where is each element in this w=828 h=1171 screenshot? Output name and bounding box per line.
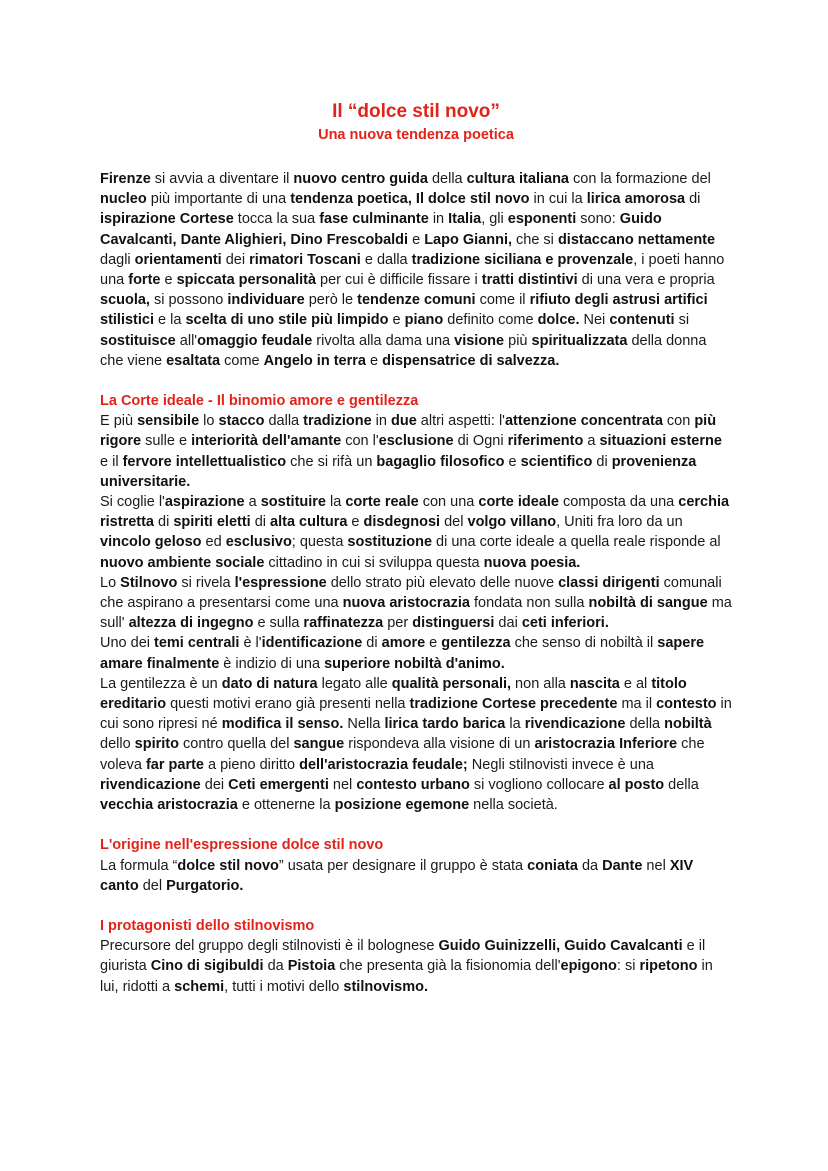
text-run: da (263, 958, 288, 975)
bold-text: tendenza poetica, Il dolce stil novo (290, 191, 530, 208)
bold-text: classi dirigenti (558, 574, 660, 591)
paragraph (100, 492, 732, 573)
text-run: , gli (481, 211, 508, 228)
bold-text: Ceti emergenti (228, 776, 329, 793)
bold-text: nobiltà di sangue (588, 595, 708, 612)
text-run: che voleva (100, 736, 705, 773)
bold-text: sapere amare finalmente (100, 635, 705, 672)
bold-text: tradizione siciliana e provenzale (411, 251, 634, 268)
bold-text: esclusione (378, 433, 454, 450)
text-run: a (244, 494, 261, 511)
bold-text: Guido Guinizzelli, Guido Cavalcanti (438, 938, 683, 955)
sections-block (100, 371, 732, 997)
bold-text: modifica il senso. (221, 716, 344, 733)
text-run: e (504, 453, 521, 470)
text-run: e la (154, 312, 186, 329)
bold-text: tratti distintivi (481, 272, 578, 289)
bold-text: due (390, 413, 417, 430)
text-run: Nella (343, 716, 385, 733)
bold-text: posizione egemone (334, 797, 470, 814)
bold-text: vecchia aristocrazia (100, 797, 238, 814)
bold-text: schemi (174, 978, 225, 995)
text-run: della (625, 716, 665, 733)
bold-text: XIV canto (100, 857, 694, 894)
intro-block (100, 169, 732, 371)
bold-text: riferimento (507, 433, 584, 450)
text-run: e (347, 514, 364, 531)
text-run: nel (328, 776, 357, 793)
text-run: dalla (264, 413, 304, 430)
text-run: però le (304, 292, 358, 309)
text-run: e il (100, 453, 123, 470)
bold-text: spiccata personalità (176, 272, 317, 289)
text-run: cittadino in cui si sviluppa questa (264, 554, 484, 571)
bold-text: cerchia ristretta (100, 494, 730, 531)
text-run: ma sull' (100, 595, 732, 632)
bold-text: scuola, (100, 292, 150, 309)
text-run: e al (619, 675, 652, 692)
text-run: è indizio di una (219, 655, 325, 672)
bold-text: nuovo centro guida (293, 171, 428, 187)
text-run: La gentilezza è un (100, 675, 222, 692)
text-run: E più (100, 413, 138, 430)
bold-text: situazioni esterne (599, 433, 722, 450)
spacer (100, 896, 732, 916)
text-run: ma il (617, 696, 657, 713)
text-run: non alla (511, 675, 570, 692)
text-run: rivolta alla dama una (312, 332, 455, 349)
bold-text: sangue (293, 736, 345, 753)
text-run: sono: (576, 211, 620, 228)
bold-text: epigono (560, 958, 617, 975)
bold-text: forte (128, 272, 161, 289)
text-run: con la formazione del (569, 171, 711, 187)
bold-text: tradizione (303, 413, 372, 430)
bold-text: gentilezza (441, 635, 511, 652)
bold-text: Purgatorio. (166, 877, 244, 894)
text-run: La formula “ (100, 857, 178, 874)
bold-text: ripetono (639, 958, 698, 975)
text-run: composta da una (558, 494, 679, 511)
bold-text: nuovo ambiente sociale (100, 554, 265, 571)
bold-text: superiore nobiltà d'animo. (324, 655, 505, 672)
bold-text: bagaglio filosofico (376, 453, 505, 470)
text-run: del (440, 514, 468, 531)
text-run: fondata non sulla (469, 595, 589, 612)
bold-text: individuare (227, 292, 305, 309)
text-run: ; questa (291, 534, 348, 551)
text-run: e ottenerne la (237, 797, 335, 814)
bold-text: altezza di ingegno (128, 615, 254, 632)
text-run: e (160, 272, 177, 289)
bold-text: stilnovismo. (343, 978, 429, 995)
text-run: di (685, 191, 701, 208)
text-run: e (408, 231, 425, 248)
bold-text: tendenze comuni (357, 292, 476, 309)
bold-text: al posto (608, 776, 665, 793)
spacer (100, 815, 732, 835)
text-run: Lo (100, 574, 121, 591)
section-heading: La Corte ideale - Il binomio amore e gentilezza (100, 393, 419, 410)
text-run: che presenta già la fisionomia dell' (335, 958, 561, 975)
bold-text: dell'aristocrazia feudale; (299, 756, 468, 773)
bold-text: lirica tardo barica (384, 716, 506, 733)
bold-text: aspirazione (164, 494, 245, 511)
bold-text: coniata (527, 857, 578, 874)
text-run: Nei (579, 312, 610, 329)
text-run: la (326, 494, 346, 511)
text-run: tocca la sua (233, 211, 320, 228)
bold-text: volgo villano (467, 514, 557, 531)
bold-text: corte ideale (478, 494, 559, 511)
text-run: che si rifà un (286, 453, 377, 470)
text-run: , tutti i motivi dello (224, 978, 344, 995)
bold-text: contesto urbano (356, 776, 470, 793)
text-run: e (425, 635, 442, 652)
text-run: contro quella del (178, 736, 294, 753)
bold-text: alta cultura (270, 514, 348, 531)
paragraph (100, 169, 732, 371)
text-run: comunali che aspirano a presentarsi come una (100, 574, 722, 612)
bold-text: cultura italiana (466, 171, 569, 187)
text-run: in (371, 413, 391, 430)
text-run: della (664, 776, 699, 793)
bold-text: Cino di sigibuldi (150, 958, 264, 975)
bold-text: fase culminante (319, 211, 429, 228)
page-subtitle: Una nuova tendenza poetica (318, 127, 514, 143)
bold-text: visione (454, 332, 505, 349)
paragraph (100, 936, 732, 997)
text-run: e il giurista (100, 938, 706, 975)
bold-text: sostituire (260, 494, 326, 511)
bold-text: tradizione Cortese precedente (409, 696, 618, 713)
text-run: in cui la (529, 191, 587, 208)
text-run: si vogliono collocare (469, 776, 609, 793)
bold-text: sostituisce (100, 332, 176, 349)
text-run: dei (221, 251, 250, 268)
text-run: , i poeti hanno una (100, 251, 725, 289)
text-run: nel (642, 857, 670, 874)
bold-text: distinguersi (412, 615, 495, 632)
text-run: di (250, 514, 271, 531)
bold-text: Pistoia (287, 958, 336, 975)
text-run: della donna che viene (100, 332, 707, 369)
text-run: è l' (239, 635, 262, 652)
paragraph (100, 856, 732, 896)
text-run: all' (175, 332, 198, 349)
bold-text: l'espressione (234, 574, 327, 591)
text-run: si rivela (177, 574, 235, 591)
bold-text: spirito (134, 736, 179, 753)
text-run: rispondeva alla visione di un (344, 736, 535, 753)
page-title: Il “dolce stil novo” (332, 101, 500, 122)
bold-text: esclusivo (225, 534, 292, 551)
bold-text: far parte (145, 756, 204, 773)
text-run: e (388, 312, 405, 329)
text-run: la (505, 716, 525, 733)
text-run: , Uniti fra loro da un (556, 514, 683, 531)
text-run: come il (475, 292, 530, 309)
text-run: sulle e (141, 433, 192, 450)
text-run: dello strato più elevato delle nuove (326, 574, 559, 591)
bold-text: fervore intellettualistico (122, 453, 287, 470)
spacer (100, 145, 732, 169)
bold-text: ceti inferiori. (521, 615, 609, 632)
paragraph (100, 674, 732, 815)
text-run: a pieno diritto (203, 756, 300, 773)
bold-text: aristocrazia Inferiore (534, 736, 678, 753)
bold-text: stacco (218, 413, 265, 430)
text-run: dei (200, 776, 229, 793)
bold-text: Guido Cavalcanti, Dante Alighieri, Dino Frescobaldi (100, 211, 662, 248)
text-run: con (662, 413, 695, 430)
text-run: altri aspetti: l' (416, 413, 505, 430)
text-run: che senso di nobiltà il (510, 635, 658, 652)
bold-text: corte reale (345, 494, 419, 511)
bold-text: scientifico (520, 453, 593, 470)
text-run: da (577, 857, 603, 874)
bold-text: titolo ereditario (100, 675, 687, 713)
bold-text: Angelo in terra (263, 352, 366, 369)
document-page (100, 100, 732, 997)
bold-text: nucleo (100, 191, 147, 208)
bold-text: spiritualizzata (531, 332, 628, 349)
bold-text: sensibile (137, 413, 200, 430)
text-run: della (427, 171, 467, 187)
bold-text: nuova poesia. (483, 554, 581, 571)
paragraph (100, 573, 732, 634)
text-run: Uno dei (100, 635, 155, 652)
text-run: ed (201, 534, 226, 551)
text-run: si (674, 312, 690, 329)
text-run: del (138, 877, 167, 894)
bold-text: rivendicazione (524, 716, 626, 733)
bold-text: contesto (656, 696, 717, 713)
bold-text: distaccano nettamente (557, 231, 716, 248)
bold-text: qualità personali, (391, 675, 512, 692)
bold-text: esaltata (166, 352, 221, 369)
text-run: con l' (341, 433, 379, 450)
bold-text: rimatori Toscani (249, 251, 361, 268)
text-run: a (583, 433, 600, 450)
text-run: che si (512, 231, 558, 248)
bold-text: lirica amorosa (586, 191, 686, 208)
bold-text: più rigore (100, 413, 717, 450)
bold-text: rifiuto degli astrusi artifici stilistici (100, 292, 708, 329)
bold-text: Stilnovo (120, 574, 178, 591)
bold-text: attenzione concentrata (504, 413, 663, 430)
bold-text: dolce stil novo (177, 857, 279, 874)
text-run: Si coglie l' (100, 494, 165, 511)
text-run: di Ogni (453, 433, 508, 450)
bold-text: nascita (569, 675, 620, 692)
text-run: di (362, 635, 382, 652)
bold-text: contenuti (609, 312, 675, 329)
bold-text: scelta di uno stile più limpido (185, 312, 389, 329)
text-run: definito come (443, 312, 538, 329)
section-heading: L'origine nell'espressione dolce stil novo (100, 837, 384, 854)
text-run: e sulla (253, 615, 304, 632)
text-run: : si (616, 958, 640, 975)
text-run: in cui sono ripresi né (100, 696, 732, 733)
bold-text: nobiltà (664, 716, 712, 733)
section-heading: I protagonisti dello stilnovismo (100, 917, 315, 934)
bold-text: orientamenti (134, 251, 222, 268)
spacer (100, 371, 732, 391)
text-run: di una vera e propria (577, 272, 715, 289)
bold-text: rivendicazione (100, 776, 201, 793)
text-run: in (428, 211, 449, 228)
bold-text: ispirazione Cortese (100, 211, 234, 228)
text-run: ” usata per designare il gruppo è stata (278, 857, 528, 874)
text-run: si avvia a diventare il (150, 171, 294, 187)
text-run: legato alle (317, 675, 392, 692)
bold-text: Lapo Gianni, (424, 231, 512, 248)
paragraph (100, 633, 732, 673)
text-run: questi motivi erano già presenti nella (166, 696, 410, 713)
text-run: di una corte ideale a quella reale risponde al (432, 534, 721, 551)
bold-text: dolce. (537, 312, 580, 329)
bold-text: vincolo geloso (100, 534, 202, 551)
text-run: dai (494, 615, 522, 632)
bold-text: dato di natura (221, 675, 318, 692)
bold-text: nuova aristocrazia (342, 595, 470, 612)
bold-text: esponenti (507, 211, 577, 228)
bold-text: Dante (602, 857, 643, 874)
text-run: lo (199, 413, 219, 430)
bold-text: spiriti eletti (173, 514, 251, 531)
text-run: per (383, 615, 413, 632)
bold-text: sostituzione (347, 534, 433, 551)
bold-text: temi centrali (154, 635, 240, 652)
bold-text: interiorità dell'amante (191, 433, 342, 450)
bold-text: Italia (448, 211, 482, 228)
text-run: e dalla (360, 251, 412, 268)
bold-text: Firenze (100, 171, 151, 187)
bold-text: identificazione (261, 635, 363, 652)
bold-text: omaggio feudale (197, 332, 313, 349)
text-run: Negli stilnovisti invece è una (467, 756, 654, 773)
text-run: come (220, 352, 264, 369)
text-run: in lui, ridotti a (100, 958, 713, 995)
text-run: nella società. (469, 797, 558, 814)
text-run: si possono (149, 292, 228, 309)
text-run: con una (418, 494, 479, 511)
text-run: più (504, 332, 532, 349)
bold-text: raffinatezza (303, 615, 384, 632)
text-run: più importante di una (146, 191, 291, 208)
bold-text: disdegnosi (363, 514, 441, 531)
bold-text: amore (381, 635, 426, 652)
text-run: dello (100, 736, 135, 753)
bold-text: provenienza universitarie. (100, 453, 697, 490)
text-run: per cui è difficile fissare i (316, 272, 482, 289)
bold-text: dispensatrice di salvezza. (382, 352, 560, 369)
text-run: e (365, 352, 383, 369)
text-run: dagli (100, 251, 135, 268)
bold-text: piano (404, 312, 444, 329)
paragraph (100, 411, 732, 492)
text-run: Precursore del gruppo degli stilnovisti è il bolognese (100, 938, 439, 955)
text-run: di (154, 514, 174, 531)
text-run: di (592, 453, 612, 470)
